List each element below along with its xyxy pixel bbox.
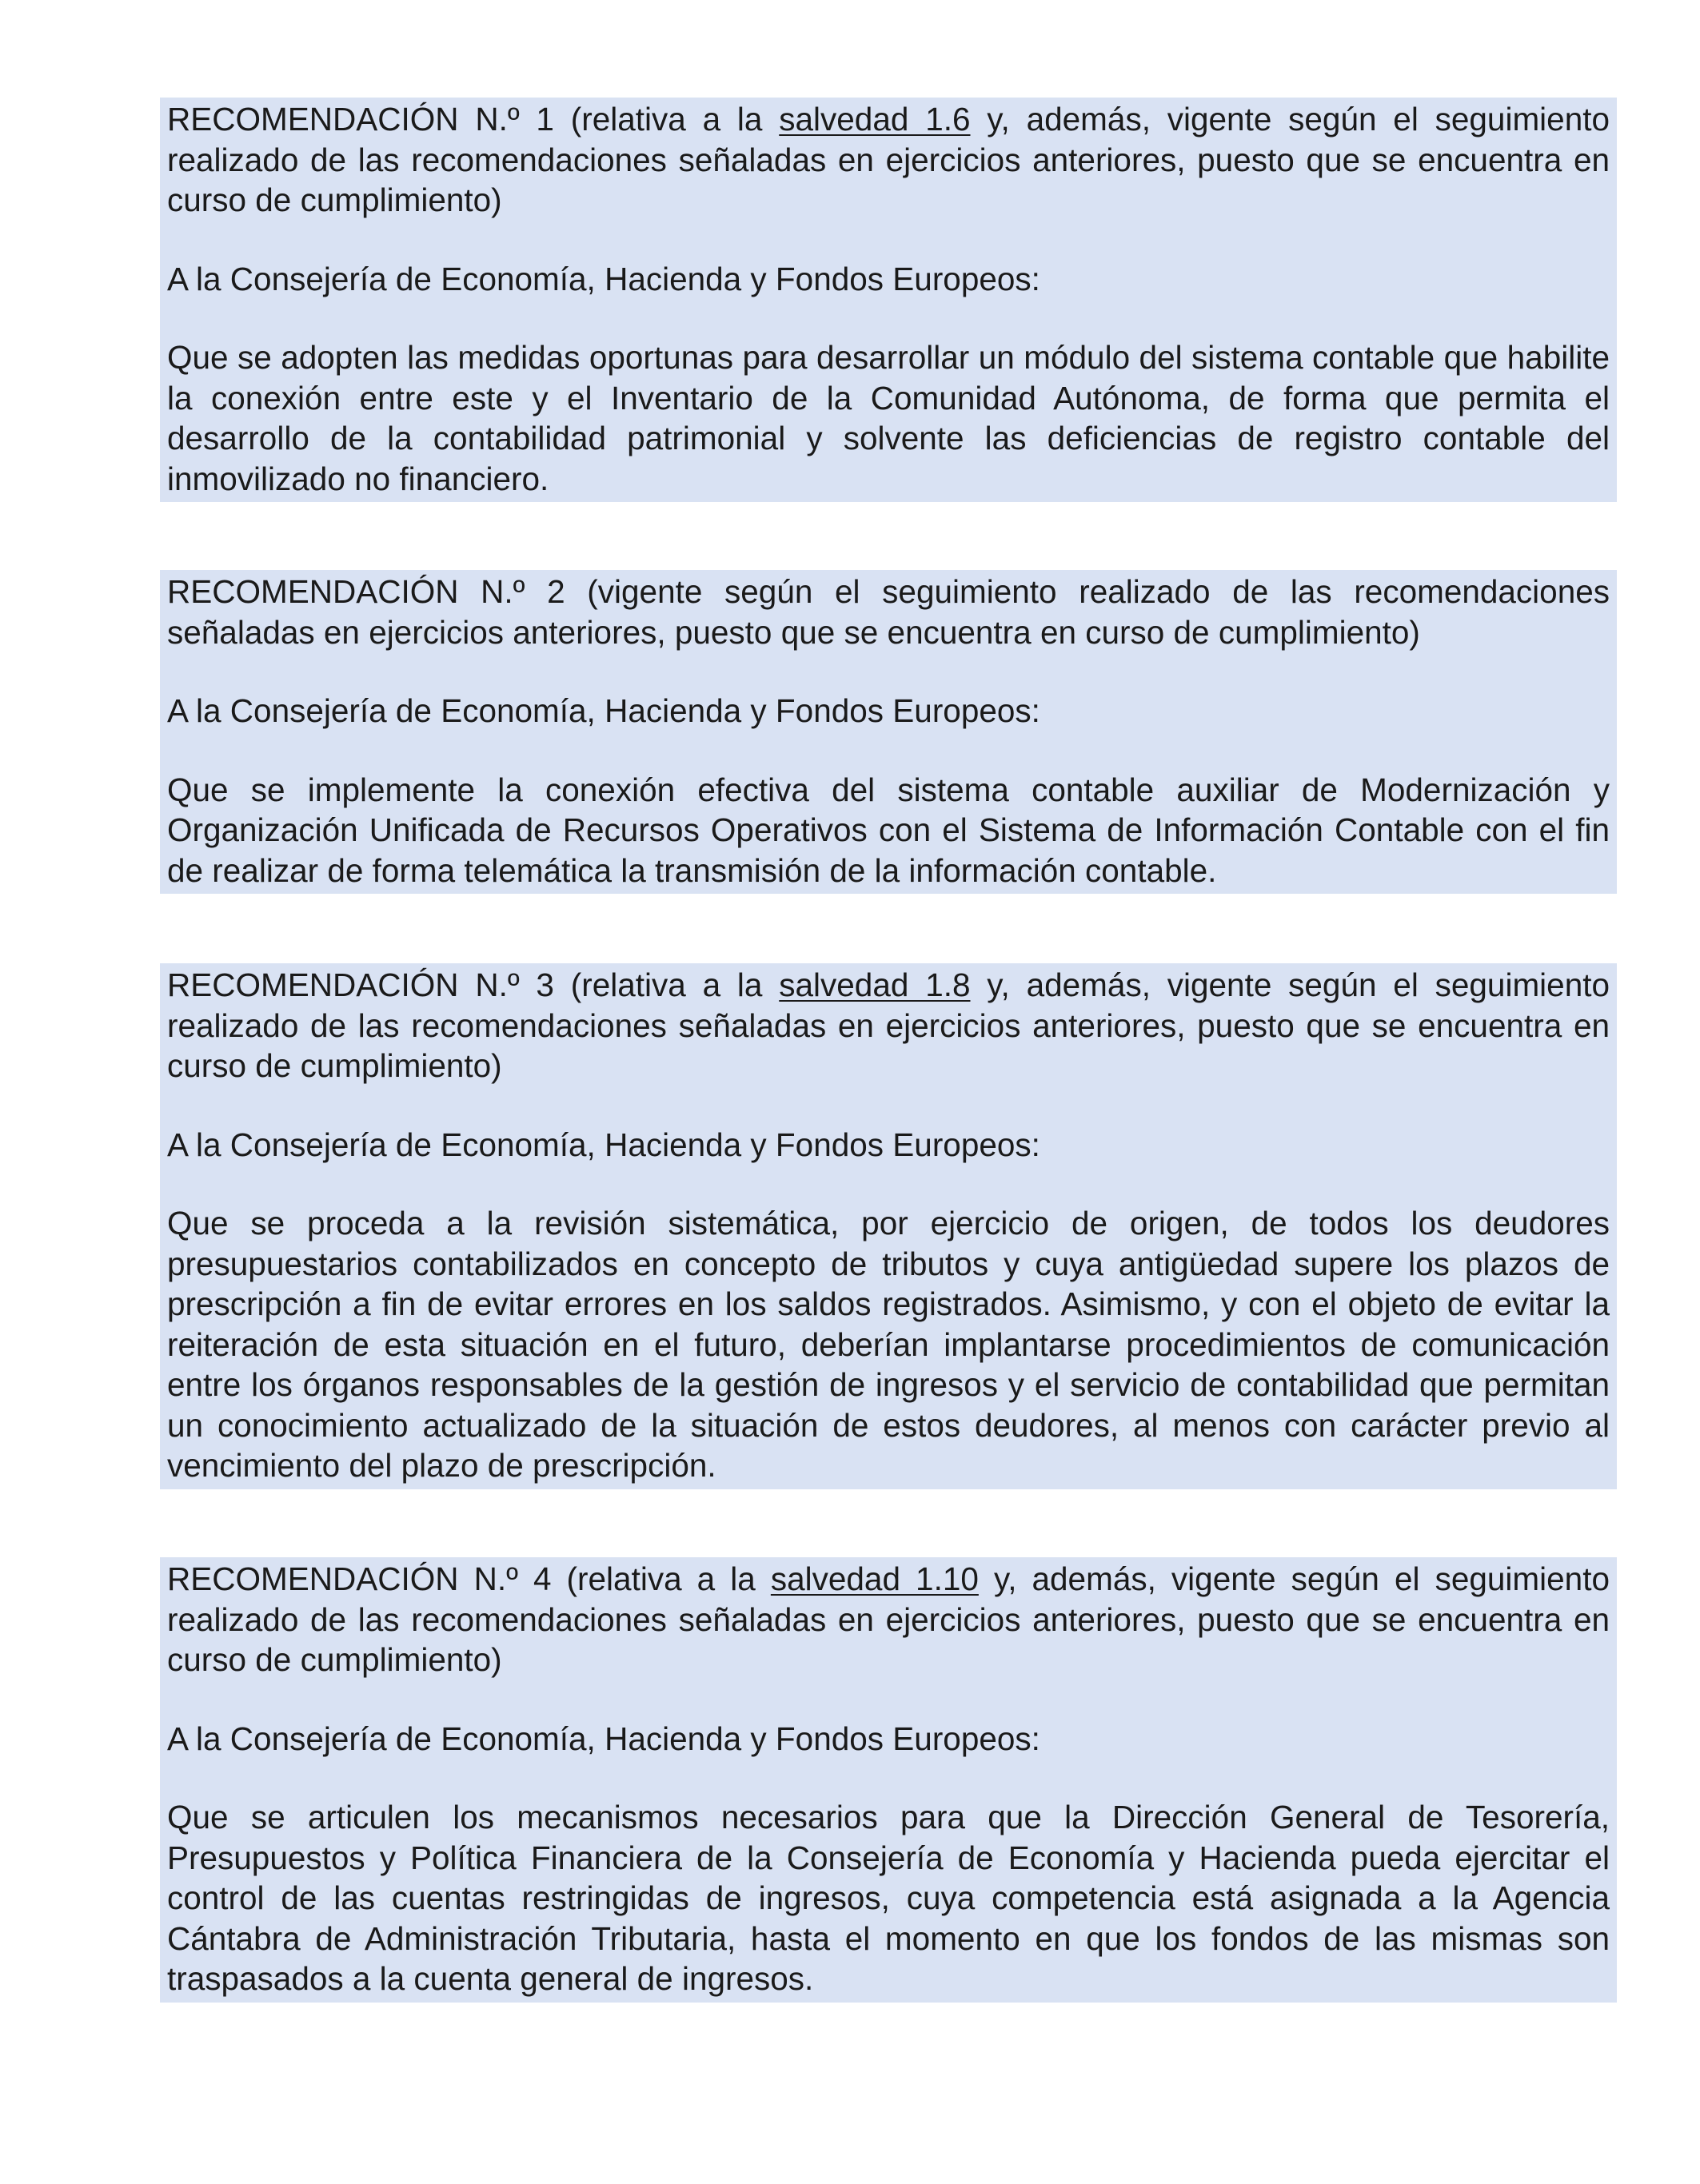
recommendation-4	[160, 1557, 1617, 2003]
recommendation-2	[160, 570, 1617, 894]
salvedad-link[interactable]: salvedad 1.10	[770, 1560, 979, 1597]
recommendation-addressee: A la Consejería de Economía, Hacienda y Fondos Europeos:	[167, 1126, 1040, 1163]
recommendation-addressee: A la Consejería de Economía, Hacienda y Fondos Europeos:	[167, 260, 1040, 297]
recommendation-qualifier: (vigente según el seguimiento realizado de las recomendaciones señaladas en ejercicios anteriores, puesto que se encuentra en curso de cumplimiento)	[167, 573, 1610, 651]
recommendation-qualifier-start: (relativa a la	[553, 101, 780, 137]
recommendation-heading	[167, 965, 1610, 1086]
recommendation-body: Que se implemente la conexión efectiva del sistema contable auxiliar de Modernización y Organización Unificada de Recursos Operativos con el Sistema de Información Contable con el fin de realizar de forma telemática la transmisión de la información contable.	[167, 771, 1610, 889]
recommendation-title: RECOMENDACIÓN N.º 1	[167, 101, 554, 137]
recommendation-1	[160, 98, 1617, 502]
recommendation-qualifier-end: y, además, vigente según el seguimiento realizado de las recomendaciones señaladas en ejercicios anteriores, puesto que se encuentra en curso de cumplimiento)	[167, 1560, 1610, 1678]
recommendation-qualifier-start: (relativa a la	[551, 1560, 771, 1597]
recommendation-title: RECOMENDACIÓN N.º 4	[167, 1560, 552, 1597]
recommendation-title: RECOMENDACIÓN N.º 3	[167, 966, 554, 1003]
recommendation-qualifier-end: y, además, vigente según el seguimiento realizado de las recomendaciones señaladas en ejercicios anteriores, puesto que se encuentra en curso de cumplimiento)	[167, 101, 1610, 218]
recommendation-body: Que se articulen los mecanismos necesarios para que la Dirección General de Tesorería, Presupuestos y Política Financiera de la Consejería de Economía y Hacienda pueda ejercitar el control de las cuentas restringidas de ingresos, cuya competencia está asignada a la Agencia Cántabra de Administración Tributaria, hasta el momento en que los fondos de las mismas son traspasados a la cuenta general de ingresos.	[167, 1799, 1610, 1997]
recommendation-body: Que se proceda a la revisión sistemática, por ejercicio de origen, de todos los deudores presupuestarios contabilizados en concepto de tributos y cuya antigüedad supere los plazos de prescripción a fin de evitar errores en los saldos registrados. Asimismo, y con el objeto de evitar la reiteración de esta situación en el futuro, deberían implantarse procedimientos de comunicación entre los órganos responsables de la gestión de ingresos y el servicio de contabilidad que permitan un conocimiento actualizado de la situación de estos deudores, al menos con carácter previo al vencimiento del plazo de prescripción.	[167, 1205, 1610, 1484]
recommendation-title: RECOMENDACIÓN N.º 2	[167, 573, 565, 610]
recommendation-addressee: A la Consejería de Economía, Hacienda y Fondos Europeos:	[167, 1720, 1040, 1757]
recommendation-qualifier-start: (relativa a la	[553, 966, 780, 1003]
recommendation-3	[160, 963, 1617, 1489]
recommendation-addressee: A la Consejería de Economía, Hacienda y Fondos Europeos:	[167, 692, 1040, 729]
recommendation-heading	[167, 572, 1610, 652]
salvedad-link[interactable]: salvedad 1.8	[779, 966, 971, 1003]
recommendation-heading	[167, 1559, 1610, 1680]
recommendation-body: Que se adopten las medidas oportunas para desarrollar un módulo del sistema contable que habilite la conexión entre este y el Inventario de la Comunidad Autónoma, de forma que permita el desarrollo de la contabilidad patrimonial y solvente las deficiencias de registro contable del inmovilizado no financiero.	[167, 339, 1610, 497]
salvedad-link[interactable]: salvedad 1.6	[779, 101, 971, 137]
recommendation-qualifier-end: y, además, vigente según el seguimiento realizado de las recomendaciones señaladas en ejercicios anteriores, puesto que se encuentra en curso de cumplimiento)	[167, 966, 1610, 1084]
recommendation-heading	[167, 99, 1610, 221]
